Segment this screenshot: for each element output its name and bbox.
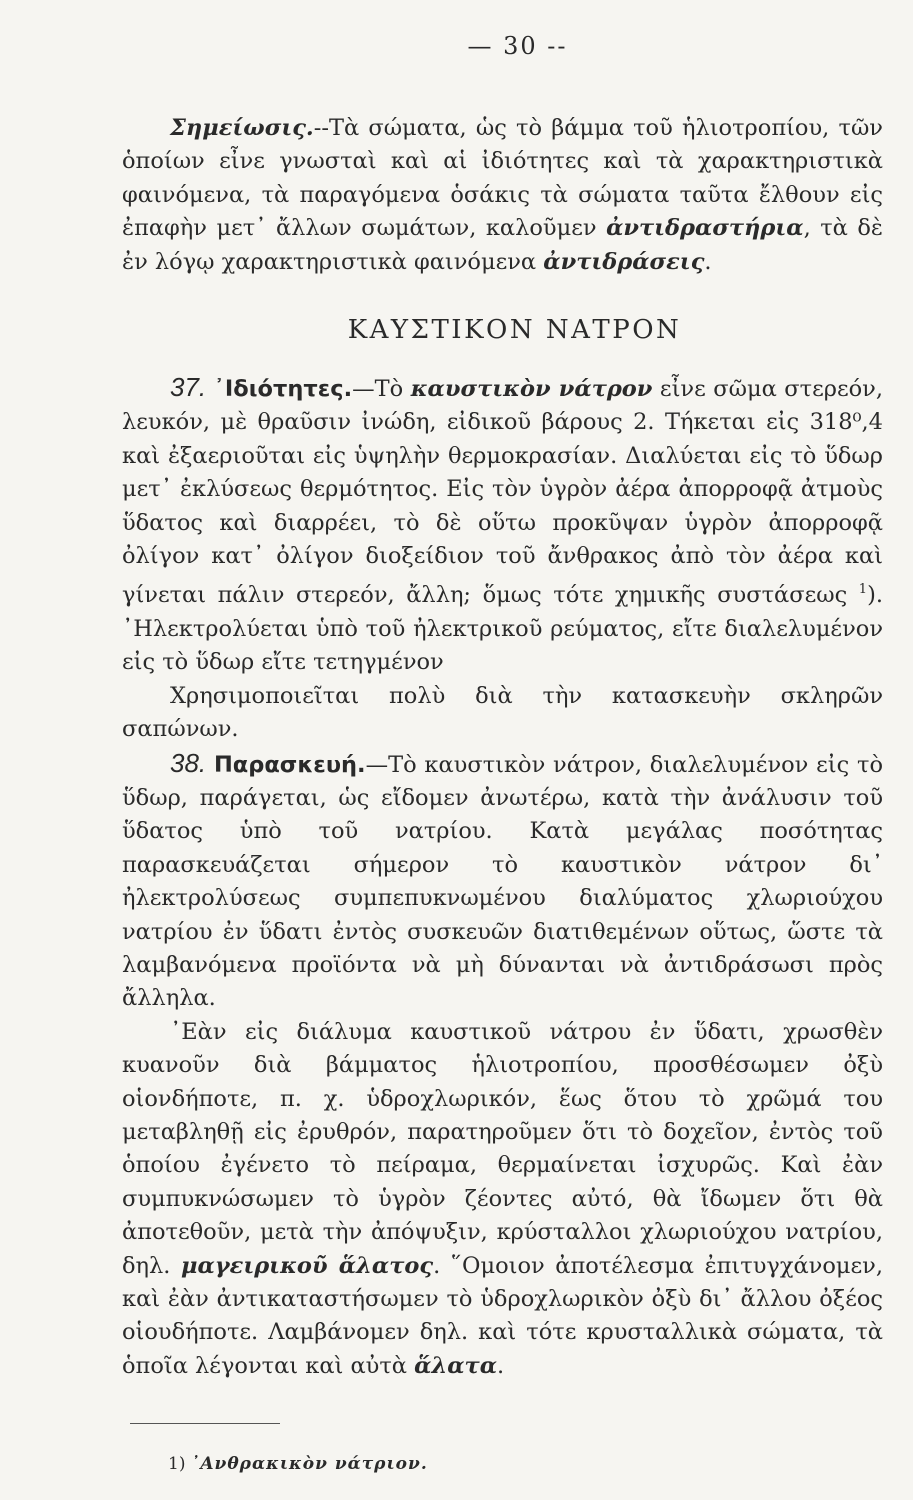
usage-paragraph: Χρησιμοποιεῖται πολὺ διὰ τὴν κατασκευὴν σκληρῶν σαπώνων. xyxy=(122,682,883,743)
remark-lead: Σημείωσις. xyxy=(170,115,314,141)
page-number: — 30 -- xyxy=(467,32,568,60)
section-37-text-2: ). ᾿Ηλεκτρολύεται ὑπὸ τοῦ ἠλεκτρικοῦ ρεύματος, εἴτε διαλελυμένον εἰς τὸ ὕδωρ εἴτε τετηγμένον xyxy=(122,582,883,676)
experiment-paragraph xyxy=(122,1016,883,1383)
footnote-text: ᾿Ανθρακικὸν νάτριον. xyxy=(190,1454,428,1475)
experiment-text-1: ᾿Εὰν εἰς διάλυμα καυστικοῦ νάτρου ἐν ὕδατι, χρωσθὲν κυανοῦν διὰ βάμματος ἡλιοτροπίου, προσθέσωμεν ὀξὺ οἱονδήποτε, π. χ. ὑδροχλωρικόν, ἕως ὅτου τὸ χρῶμά του μεταβληθῇ εἰς ἐρυθρόν, παρατηροῦμεν ὅτι τὸ δοχεῖον, ἐντὸς τοῦ ὁποίου ἐγένετο τὸ πείραμα, θερμαίνεται ἰσχυρῶς. Καὶ ἐὰν συμπυκνώσωμεν τὸ ὑγρὸν ζέοντες αὐτό, θὰ ἴδωμεν ὅτι θὰ ἀποτεθοῦν, μετὰ τὴν ἀπόψυξιν, κρύσταλλοι χλωριούχου νατρίου, δηλ. xyxy=(122,1018,883,1279)
experiment-term-table-salt: μαγειρικοῦ ἅλατος xyxy=(181,1252,434,1279)
section-37-dash: —Τὸ xyxy=(352,376,411,403)
footnote-reference: 1 xyxy=(858,582,868,598)
section-38-number: 38. xyxy=(170,747,207,778)
experiment-text-3: . xyxy=(497,1352,505,1379)
section-title: ΚΑΥΣΤΙΚΟΝ ΝΑΤΡΟΝ xyxy=(347,315,682,346)
remark-text-2: , τὰ δὲ ἐν λόγῳ χαρακτηριστικὰ φαινόμενα xyxy=(122,215,884,275)
experiment-term-salts: ἅλατα xyxy=(414,1352,498,1379)
section-37-heading: ᾿Ιδιότητες. xyxy=(213,376,353,403)
experiment-text-2: . ῞Ομοιον ἀποτέλεσμα ἐπιτυγχάνομεν, καὶ ἐὰν ἀντικαταστήσωμεν τὸ ὑδροχλωρικὸν ὀξὺ δι᾿ ἄλλου ὀξέος οἱουδήποτε. Λαμβάνομεν δηλ. καὶ τότε κρυσταλλικὰ σώματα, τὰ ὁποῖα λέγονται καὶ αὐτὰ xyxy=(122,1252,883,1379)
footnote-mark: 1) xyxy=(168,1454,186,1475)
remark-text-1: --Τὰ σώματα, ὡς τὸ βάμμα τοῦ ἡλιοτροπίου, τῶν ὁποίων εἶνε γνωσταὶ καὶ αἱ ἰδιότητες καὶ τὰ χαρακτηριστικὰ φαινόμενα, τὰ παραγόμενα ὁσάκις τὰ σώματα ταῦτα ἔλθουν εἰς ἐπαφὴν μετ᾿ ἄλλων σωμάτων, καλοῦμεν xyxy=(122,115,883,242)
remark-term-reagents: ἀντιδραστήρια xyxy=(606,215,804,242)
section-38-heading: Παρασκευή. xyxy=(213,751,366,778)
preparation-paragraph xyxy=(122,747,883,1016)
section-37-number: 37. xyxy=(170,372,207,403)
footnote xyxy=(168,1454,883,1474)
remark-text-3: . xyxy=(704,248,712,275)
section-37-text-1: εἶνε σῶμα στερεόν, λευκόν, μὲ θραῦσιν ἰνώδη, εἰδικοῦ βάρους 2. Τήκεται εἰς 318⁰,4 καὶ ἐξαεριοῦται εἰς ὑψηλὴν θερμοκρασίαν. Διαλύεται εἰς τὸ ὕδωρ μετ᾿ ἐκλύσεως θερμότητος. Εἰς τὸν ὑγρὸν ἀέρα ἀπορροφᾷ ἀτμοὺς ὕδατος καὶ διαρρέει, τὸ δὲ οὕτω προκῦψαν ὑγρὸν ἀπορροφᾷ ὀλίγον κατ᾿ ὀλίγον διοξείδιον τοῦ ἄνθρακος ἀπὸ τὸν ἀέρα καὶ γίνεται πάλιν στερεόν, ἄλλη; ὅμως τότε χημικῆς συστάσεως xyxy=(122,376,883,609)
remark-paragraph xyxy=(122,112,883,279)
properties-paragraph xyxy=(122,371,883,680)
section-37-term: καυστικὸν νάτρον xyxy=(410,376,653,403)
section-38-text: —Τὸ καυστικὸν νάτρον, διαλελυμένον εἰς τὸ ὕδωρ, παράγεται, ὡς εἴδομεν ἀνωτέρω, κατὰ τὴν ἀνάλυσιν τοῦ ὕδατος ὑπὸ τοῦ νατρίου. Κατὰ μεγάλας ποσότητας παρασκευάζεται σήμερον τὸ καυστικὸν νάτρον δι᾿ ἠλεκτρολύσεως συμπεπυκνωμένου διαλύματος χλωριούχου νατρίου ἐν ὕδατι ἐντὸς συσκευῶν διατιθεμένων οὕτως, ὥστε τὰ λαμβανόμενα προϊόντα νὰ μὴ δύνανται νὰ ἀντιδράσωσι πρὸς ἄλληλα. xyxy=(122,751,883,1012)
footnote-divider xyxy=(130,1423,280,1424)
remark-term-reactions: ἀντιδράσεις xyxy=(543,248,705,275)
